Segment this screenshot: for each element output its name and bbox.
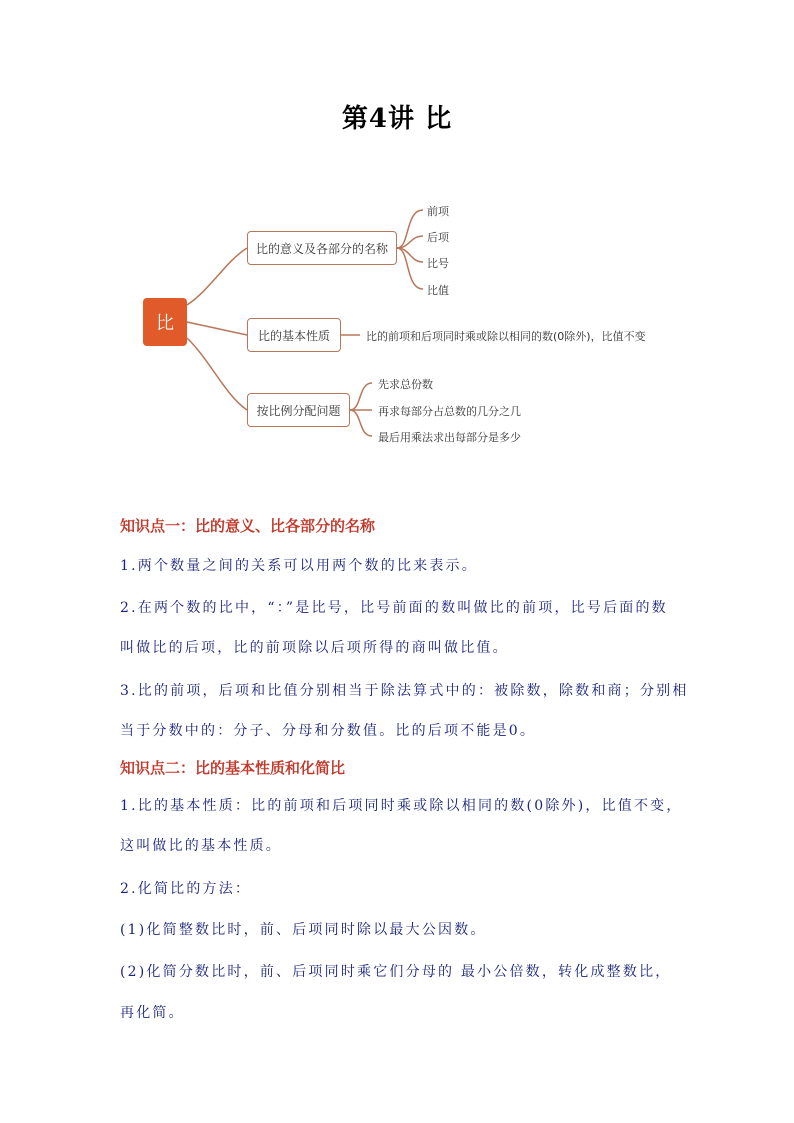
mindmap-root: 比 (143, 298, 187, 346)
mindmap-leaf: 前项 (427, 205, 449, 218)
paragraph: 2.在两个数的比中，“：”是比号，比号前面的数叫做比的前项，比号后面的数 (120, 600, 668, 616)
mindmap-leaf: 最后用乘法求出每部分是多少 (378, 431, 521, 444)
paragraph: (1)化简整数比时，前、后项同时除以最大公因数。 (120, 922, 487, 938)
paragraph: 1.比的基本性质：比的前项和后项同时乘或除以相同的数(0除外)，比值不变， (120, 798, 683, 814)
paragraph: 再化简。 (120, 1005, 185, 1021)
paragraph: (2)化简分数比时，前、后项同时乘它们分母的 最小公倍数，转化成整数比， (120, 964, 672, 980)
paragraph: 叫做比的后项，比的前项除以后项所得的商叫做比值。 (120, 640, 509, 656)
paragraph: 这叫做比的基本性质。 (120, 838, 282, 854)
mindmap-branch-2: 比的基本性质 (247, 318, 341, 352)
page-title: 第4讲 比 (341, 104, 453, 134)
mindmap-leaf: 比值 (427, 284, 449, 297)
mindmap-branch-3: 按比例分配问题 (247, 393, 350, 427)
paragraph: 当于分数中的：分子、分母和分数值。比的后项不能是0。 (120, 723, 537, 739)
mindmap-leaf: 先求总份数 (378, 378, 433, 391)
mindmap-leaf: 后项 (427, 231, 449, 244)
mindmap-leaf: 再求每部分占总数的几分之几 (378, 405, 521, 418)
section-heading-2: 知识点二：比的基本性质和化简比 (120, 759, 346, 777)
section-heading-1: 知识点一：比的意义、比各部分的名称 (120, 517, 376, 535)
mindmap-leaf: 比号 (427, 257, 449, 270)
mindmap-branch-1: 比的意义及各部分的名称 (247, 231, 397, 265)
mindmap-leaf: 比的前项和后项同时乘或除以相同的数(0除外)，比值不变 (366, 330, 646, 343)
paragraph: 2.化简比的方法： (120, 881, 252, 897)
paragraph: 1.两个数量之间的关系可以用两个数的比来表示。 (120, 558, 478, 574)
paragraph: 3.比的前项，后项和比值分别相当于除法算式中的：被除数，除数和商；分别相 (120, 683, 689, 699)
